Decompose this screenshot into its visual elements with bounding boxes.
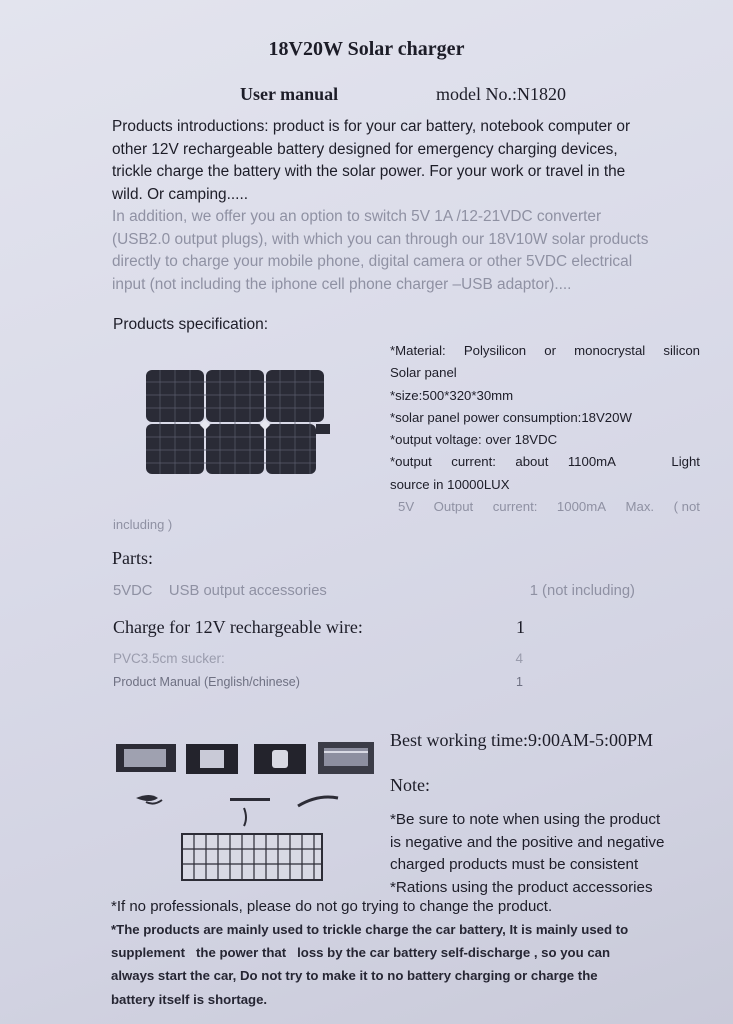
part-name: 5VDC USB output accessories	[113, 583, 327, 599]
part-qty: 1	[516, 675, 523, 689]
part-qty: 1	[516, 617, 525, 637]
usage-paragraph	[111, 918, 711, 1011]
note-line: *Be sure to note when using the product	[390, 811, 661, 828]
spec-word: silicon	[663, 343, 700, 358]
warning-text: *If no professionals, please do not go trying to change the product.	[111, 898, 553, 915]
spec-material-cont: Solar panel	[390, 365, 457, 381]
intro-line: Products introductions: product is for your car battery, notebook computer or	[112, 118, 631, 135]
spec-word: 1100mA	[567, 454, 616, 470]
spec-word: *output	[390, 454, 432, 470]
spec-word: 1000mA	[556, 499, 607, 515]
note-heading: Note:	[390, 775, 430, 795]
spec-word: monocrystal	[574, 343, 646, 358]
best-working-time: Best working time:9:00AM-5:00PM	[390, 730, 654, 750]
addition-line: In addition, we offer you an option to switch 5V 1A /12-21VDC converter	[112, 208, 602, 225]
note-line: is negative and the positive and negative	[390, 833, 665, 851]
note-line: charged products must be consistent	[390, 856, 639, 873]
usage-line: always start the car, Do not try to make it to no battery charging or charge the	[111, 968, 598, 984]
addition-line: input (not including the iphone cell phone charger –USB adaptor)....	[112, 275, 572, 293]
spec-word: about	[515, 454, 549, 470]
solar-panel-image	[140, 362, 340, 480]
spec-material	[390, 340, 700, 362]
spec-word: Polysilicon	[463, 343, 527, 358]
spec-word: 5V	[398, 499, 415, 515]
model-number: model No.:N1820	[436, 84, 566, 104]
spec-word: *Material:	[390, 343, 446, 358]
note-line: *Rations using the product accessories	[390, 878, 653, 896]
part-qty: 1 (not including)	[529, 583, 635, 599]
spec-power: *solar panel power consumption:18V20W	[390, 409, 632, 425]
spec-word: Light	[671, 454, 700, 470]
part-name: Product Manual (English/chinese)	[113, 675, 300, 689]
spec-word: ( not	[673, 499, 700, 515]
parts-row	[113, 617, 673, 638]
note-list	[390, 809, 705, 899]
intro-paragraph	[112, 116, 702, 206]
intro-line: wild. Or camping.....	[112, 185, 248, 203]
user-manual-label: User manual	[240, 84, 339, 104]
part-name: PVC3.5cm sucker:	[113, 651, 225, 666]
spec-word: Max.	[625, 499, 655, 515]
parts-heading: Parts:	[112, 548, 154, 568]
part-name: Charge for 12V rechargeable wire:	[113, 617, 363, 637]
usage-line: *The products are mainly used to trickle charge the car battery, It is mainly used to	[111, 922, 629, 937]
spec-heading: Products specification:	[113, 316, 269, 333]
spec-current	[390, 451, 700, 473]
spec-word: or	[544, 343, 556, 358]
addition-line: directly to charge your mobile phone, digital camera or other 5VDC electrical	[112, 253, 633, 270]
spec-list	[390, 340, 700, 518]
page-title: 18V20W Solar charger	[268, 38, 465, 60]
usage-line: battery itself is shortage.	[111, 991, 268, 1007]
accessories-image	[112, 738, 382, 888]
part-qty: 4	[515, 651, 523, 666]
intro-line: trickle charge the battery with the solar power. For your work or travel in the	[112, 163, 626, 180]
spec-word: Output	[433, 499, 474, 515]
spec-word: current:	[451, 454, 496, 470]
spec-size: *size:500*320*30mm	[390, 387, 514, 403]
parts-row	[113, 651, 673, 666]
spec-word: current:	[492, 499, 538, 515]
intro-line: other 12V rechargeable battery designed for emergency charging devices,	[112, 140, 618, 158]
parts-row	[113, 583, 673, 599]
usage-line: supplement the power that loss by the car battery self-discharge , so you can	[111, 945, 611, 961]
spec-five-v	[390, 496, 700, 518]
spec-voltage: *output voltage: over 18VDC	[390, 432, 558, 448]
parts-row	[113, 675, 673, 689]
spec-current-cont: source in 10000LUX	[390, 476, 510, 492]
addition-paragraph	[112, 206, 702, 296]
addition-line: (USB2.0 output plugs), with which you can through our 18V10W solar products	[112, 230, 649, 248]
spec-including: including )	[113, 517, 173, 532]
